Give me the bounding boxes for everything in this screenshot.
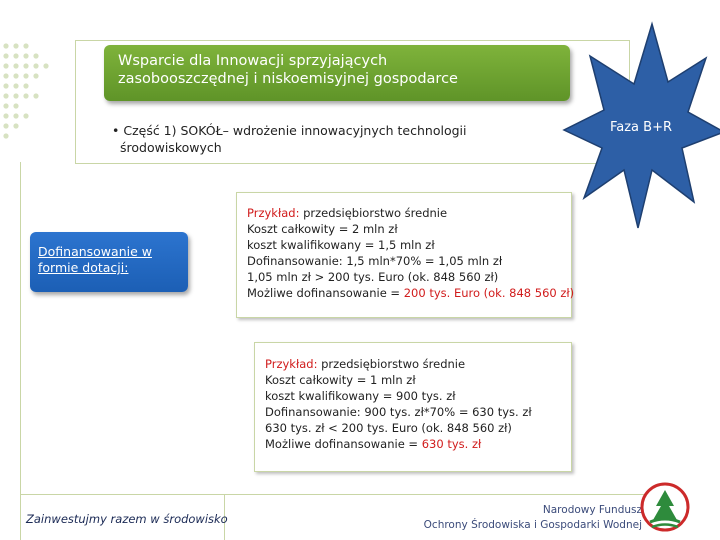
example-2-heading-rest: przedsiębiorstwo średnie: [317, 357, 466, 371]
dotation-box: [30, 232, 188, 292]
footer-slogan: Zainwestujmy razem w środowisko: [26, 512, 228, 526]
slide-title-line-1: Wsparcie dla Innowacji sprzyjających: [118, 53, 388, 69]
example-2-line: Koszt całkowity = 1 mln zł: [265, 373, 416, 387]
decorative-dot-grid: [0, 38, 80, 148]
example-1-heading: [247, 205, 561, 221]
example-1-result: [247, 285, 575, 301]
example-2-result-label: Możliwe dofinansowanie =: [265, 437, 422, 451]
example-1-result-label: Możliwe dofinansowanie =: [247, 286, 404, 300]
org-name: [424, 503, 642, 533]
example-1-line: 1,05 mln zł > 200 tys. Euro (ok. 848 560 zł): [247, 270, 499, 284]
example-2-heading: [265, 356, 561, 372]
example-box-1: [236, 192, 575, 318]
dotation-label: Dofinansowanie w formie dotacji:: [38, 244, 152, 275]
org-name-line-1: Narodowy Fundusz: [542, 504, 642, 516]
bullet-point: [112, 122, 542, 156]
example-1-line: koszt kwalifikowany = 1,5 mln zł: [247, 238, 435, 252]
example-2-line: koszt kwalifikowany = 900 tys. zł: [265, 389, 456, 403]
example-box-2: [254, 342, 572, 472]
example-2-result-value: 630 tys. zł: [421, 437, 482, 451]
example-1-prefix: Przykład:: [247, 206, 300, 220]
example-2-result: [265, 436, 561, 452]
slide-title: [104, 45, 570, 101]
org-name-line-2: Ochrony Środowiska i Gospodarki Wodnej: [423, 519, 642, 531]
phase-badge-label: Faza B+R: [609, 120, 673, 135]
example-1-line: Koszt całkowity = 2 mln zł: [247, 222, 398, 236]
bullet-line-1: • Część 1) SOKÓŁ– wdrożenie innowacyjnych technologii: [112, 123, 467, 138]
example-2-line: Dofinansowanie: 900 tys. zł*70% = 630 tys. zł: [265, 405, 532, 419]
footer-rule: [225, 494, 645, 495]
slide-title-line-2: zasobooszczędnej i niskoemisyjnej gospodarce: [118, 71, 458, 87]
example-1-result-value: 200 tys. Euro (ok. 848 560 zł): [403, 286, 575, 300]
left-frame-rule: [20, 162, 21, 539]
nfosigw-logo-icon: [640, 482, 690, 534]
example-2-line: 630 tys. zł < 200 tys. Euro (ok. 848 560 zł): [265, 421, 512, 435]
example-1-heading-rest: przedsiębiorstwo średnie: [299, 206, 448, 220]
example-1-line: Dofinansowanie: 1,5 mln*70% = 1,05 mln zł: [247, 254, 503, 268]
example-2-prefix: Przykład:: [265, 357, 318, 371]
bullet-line-2: środowiskowych: [120, 140, 222, 155]
